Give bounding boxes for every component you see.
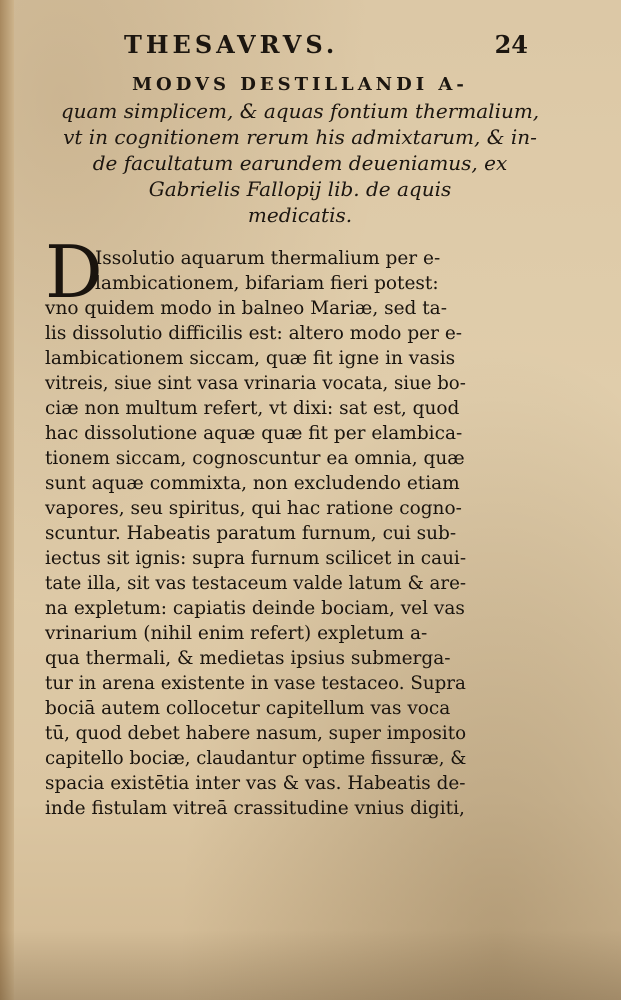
text-line: tur in arena existente in vase testaceo. Supra [45,673,466,694]
text-line: iectus sit ignis: supra furnum scilicet in caui- [45,548,467,569]
text-line: bociā autem collocetur capitellum vas voca [45,698,451,719]
text-line: tate illa, sit vas testaceum valde latum & are- [45,573,467,594]
running-head: THESAVRVS. [124,30,339,59]
title-line: MODVS DESTILLANDI A- [132,74,468,95]
text-line: spacia existētia inter vas & vas. Habeatis de- [45,773,466,794]
text-line: sunt aquæ commixta, non excludendo etiam [45,473,460,494]
text-line: lambicationem, bifariam fieri potest: [95,273,439,294]
text-line: scuntur. Habeatis paratum furnum, cui sub- [45,523,457,544]
page-header [118,30,528,64]
text-line: tū, quod debet habere nasum, super imposito [45,723,467,744]
text-line: vrinarium (nihil enim refert) expletum a- [45,623,428,644]
title-line: Gabrielis Fallopij lib. de aquis [148,177,452,201]
text-line: capitello bociæ, claudantur optime fissuræ, & [45,748,467,769]
title-line: quam simplicem, & aquas fontium thermalium, [60,99,540,123]
text-line: lis dissolutio difficilis est: altero modo per e- [45,323,463,344]
text-line: inde fistulam vitreā crassitudine vnius digiti, [45,798,465,819]
section-title [40,72,560,228]
title-line: vt in cognitionem rerum his admixtarum, & in- [63,125,537,149]
text-line: vno quidem modo in balneo Mariæ, sed ta- [45,298,447,319]
text-line: Issolutio aquarum thermalium per e- [95,248,441,269]
text-line: qua thermali, & medietas ipsius submerga- [45,648,451,669]
text-line: vitreis, siue sint vasa vrinaria vocata, siue bo- [45,373,466,394]
text-line: lambicationem siccam, quæ fit igne in vasis [45,348,456,369]
text-line: na expletum: capiatis deinde bociam, vel vas [45,598,465,619]
text-line: vapores, seu spiritus, qui hac ratione cogno- [45,498,462,519]
text-line: hac dissolutione aquæ quæ fit per elambica- [45,423,463,444]
title-line: de facultatum earundem deueniamus, ex [92,151,508,175]
drop-cap: D [45,230,103,314]
text-line: tionem siccam, cognoscuntur ea omnia, quæ [45,448,465,469]
text-line: ciæ non multum refert, vt dixi: sat est, quod [45,398,460,419]
page-shadow [0,930,621,1000]
page-binding-edge [0,0,14,1000]
page-number: 24 [494,30,528,59]
title-line: medicatis. [247,203,353,227]
